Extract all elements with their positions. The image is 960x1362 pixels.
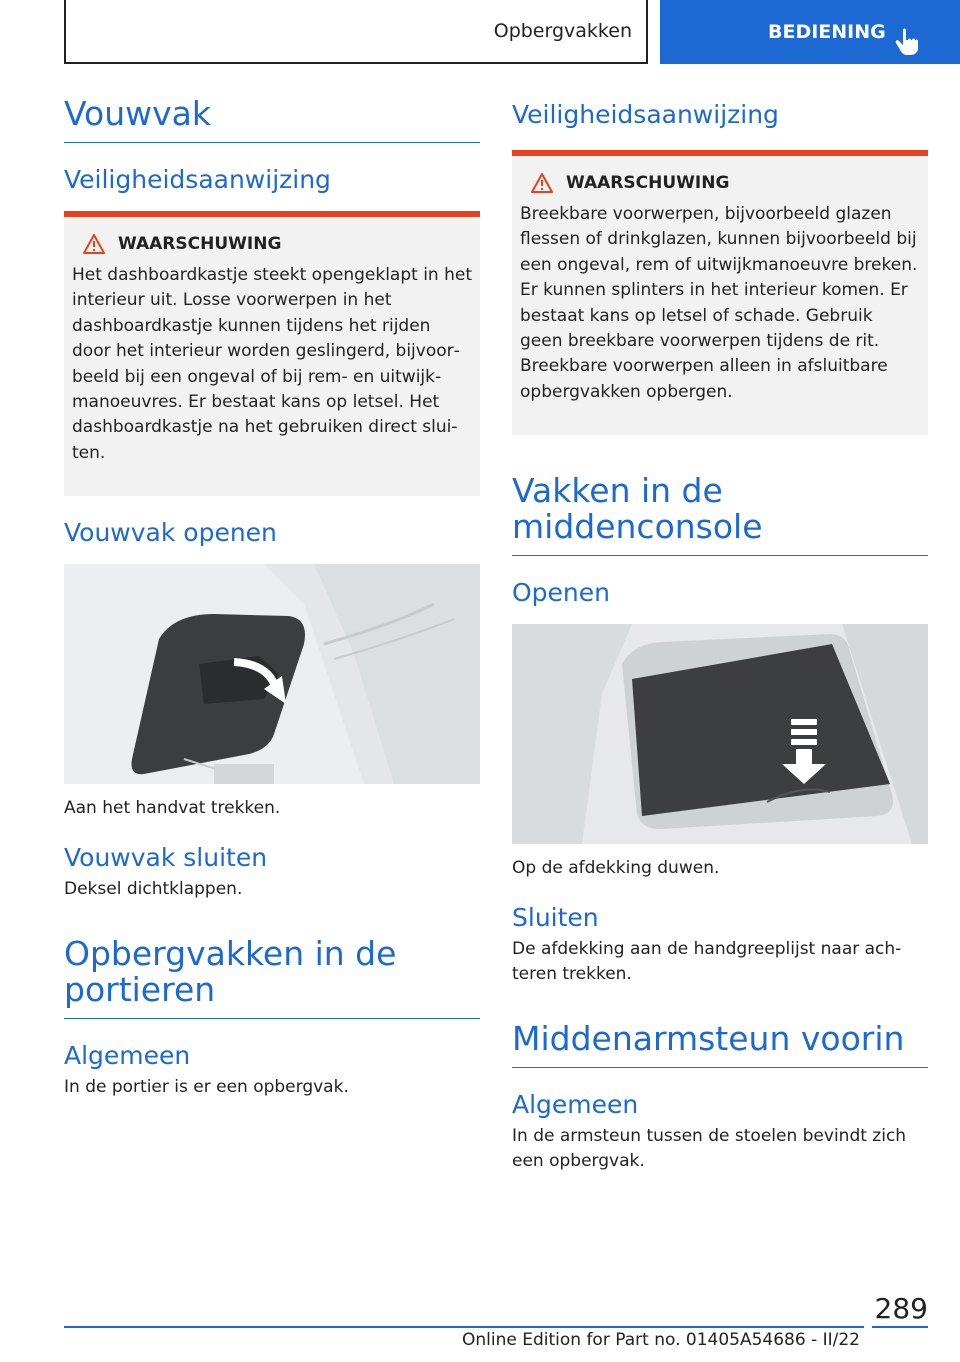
close-text-left: Deksel dichtklappen. (64, 879, 243, 900)
open-text-right: Op de afdekking duwen. (512, 858, 720, 879)
hand-pointer-icon (893, 26, 923, 56)
general-heading-left: Algemeen (64, 1041, 191, 1071)
safety-heading-left: Veiligheidsaanwijzing (64, 165, 331, 194)
general-heading-right: Algemeen (512, 1090, 639, 1120)
page-number: 289 (874, 1292, 928, 1325)
warning-text-right: Breekbare voorwerpen, bijvoorbeeld glazen flessen of drinkglazen, kunnen bijvoorbeeld bij een ongeval, rem of uitwijkmanoeuvre breken. Er kunnen splinters in het interieur komen. Er bestaat kans op letsel of schade. Gebruik geen breekbare voorwerpen tijdens de rit. Breekbare voorwerpen alleen in afsluitbare opbergvakken opbergen. (520, 204, 918, 402)
edition-note: Online Edition for Part no. 01405A54686 - II/22 (461, 1330, 860, 1350)
section-tab (64, 0, 648, 64)
page-title-vouwvak: Vouwvak (64, 96, 480, 143)
general-text-right: In de armsteun tussen de stoelen bevindt zich een opbergvak. (512, 1126, 907, 1172)
center-console-photo (512, 624, 928, 844)
open-heading-right: Openen (512, 578, 610, 608)
section-title: Opbergvakken (493, 20, 632, 42)
footer-divider (64, 1326, 864, 1328)
warning-label: WAARSCHUWING (566, 173, 730, 193)
close-text-right: De afdekking aan de handgreeplijst naar achteren trekken. (512, 939, 902, 985)
open-text-left: Aan het handvat trekken. (64, 798, 281, 819)
warning-box-left (64, 211, 480, 496)
open-heading-left: Vouwvak openen (64, 518, 277, 548)
doors-title: Opbergvakken in de portieren (64, 936, 480, 1019)
right-column (512, 96, 928, 1174)
glovebox-photo (64, 564, 480, 784)
warning-box-right (512, 150, 928, 435)
close-heading-right: Sluiten (512, 903, 599, 933)
warning-triangle-icon (82, 233, 106, 255)
footer-divider-right (872, 1326, 928, 1328)
warning-label: WAARSCHUWING (118, 234, 282, 254)
warning-text-left: Het dashboardkastje steekt opengeklapt in het interieur uit. Losse voorwerpen in het dashboardkastje kunnen tijdens het rijden door het interieur worden geslingerd, bijvoorbeeld bij een ongeval of bij rem- en uitwijkmanoeuvres. Er bestaat kans op letsel. Het dashboardkastje na het gebruiken direct sluiten. (72, 265, 472, 463)
armrest-title: Middenarmsteun voorin (512, 1021, 928, 1068)
chapter-title: BEDIENING (768, 21, 886, 43)
general-text-left: In de portier is er een opbergvak. (64, 1077, 349, 1098)
warning-triangle-icon (530, 172, 554, 194)
safety-heading-right: Veiligheidsaanwijzing (512, 100, 779, 129)
left-column (64, 96, 480, 1100)
console-title: Vakken in de middenconsole (512, 473, 928, 556)
close-heading-left: Vouwvak sluiten (64, 843, 268, 873)
